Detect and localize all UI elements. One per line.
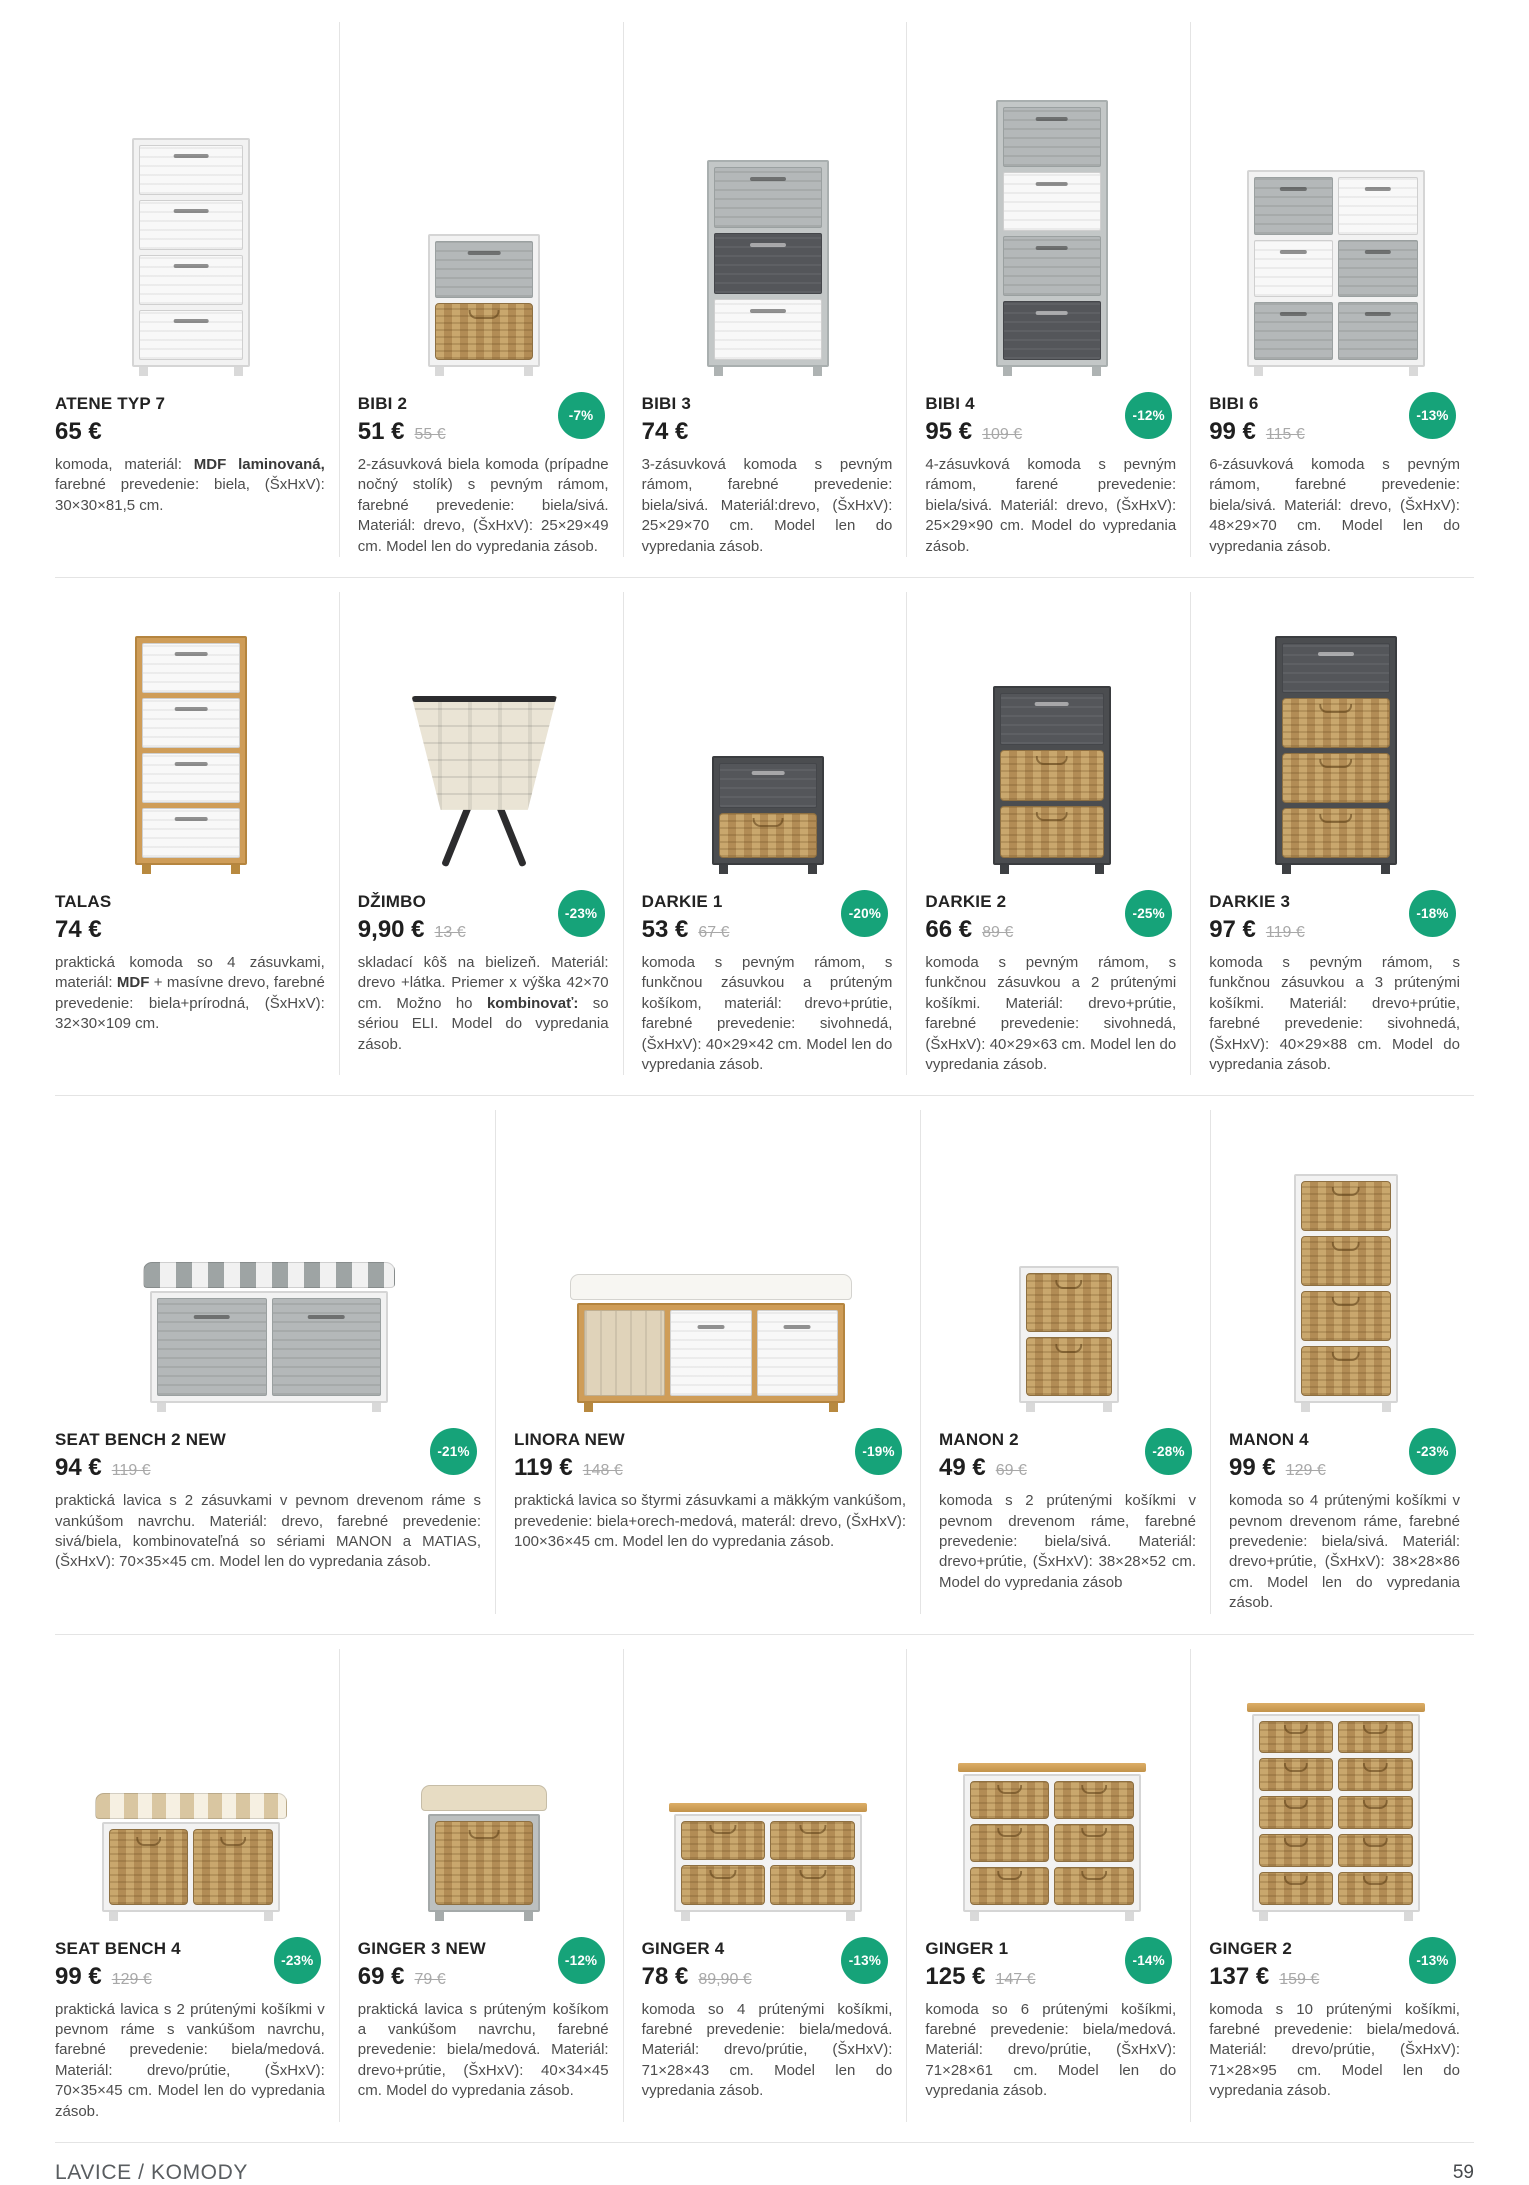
unit-body	[150, 1291, 388, 1403]
product-price: 125 €	[925, 1962, 986, 1990]
discount-badge: -13%	[841, 1937, 888, 1984]
discount-badge: -23%	[1409, 1428, 1456, 1475]
product-image-drawing	[132, 138, 250, 376]
product-name: DARKIE 3	[1209, 891, 1291, 911]
wicker-basket	[681, 1865, 766, 1905]
wicker-basket	[1338, 1834, 1413, 1867]
drawer-front	[272, 1298, 382, 1396]
wicker-basket	[1338, 1721, 1413, 1754]
wicker-basket	[193, 1829, 273, 1905]
product-image-drawing	[428, 1785, 540, 1921]
product-info	[55, 394, 327, 516]
product-photo	[925, 1649, 1178, 1939]
product-price: 53 €	[641, 915, 689, 943]
product-image-drawing	[1294, 1174, 1398, 1412]
drawer-front	[714, 167, 822, 228]
product-price: 99 €	[55, 1962, 102, 1990]
product-photo	[358, 592, 611, 892]
product-name: MANON 2	[939, 1430, 1019, 1450]
page-number: 59	[1452, 2161, 1474, 2183]
wicker-basket	[970, 1867, 1050, 1905]
unit-body	[1275, 636, 1397, 865]
discount-badge: -20%	[841, 890, 888, 937]
product-card	[339, 592, 623, 1075]
unit-body	[102, 1822, 280, 1912]
product-name: DŽIMBO	[357, 891, 427, 911]
wicker-basket	[1054, 1824, 1134, 1862]
drawer-front	[1000, 693, 1104, 745]
wicker-basket	[1301, 1236, 1391, 1286]
discount-badge: -13%	[1409, 1937, 1456, 1984]
product-photo	[939, 1110, 1198, 1430]
wicker-basket	[1301, 1181, 1391, 1231]
wicker-basket	[719, 813, 817, 858]
bench-cushion	[143, 1262, 395, 1288]
drawer-front	[714, 299, 822, 360]
product-description: komoda so 4 prútenými košíkmi v pevnom drevenom ráme, farebné prevedenie: biela/sivá. Materiál: drevo+prútie, (ŠxHxV): 38×28×86 cm. Model len do vypredania zásob.	[1229, 1492, 1460, 1612]
product-price: 94 €	[55, 1454, 102, 1482]
wicker-basket	[435, 1821, 533, 1905]
discount-badge: -23%	[558, 890, 605, 937]
wood-top	[958, 1763, 1146, 1772]
product-description: praktická komoda so 4 zásuvkami, materiál: MDF + masívne drevo, farebné prevedenie: biela+prírodná, (ŠxHxV): 32×30×109 cm.	[55, 953, 325, 1033]
drawer-front	[670, 1310, 751, 1396]
footer-category: LAVICE / KOMODY	[55, 2160, 248, 2184]
unit-legs	[1252, 1912, 1420, 1921]
product-image-drawing	[1019, 1266, 1119, 1412]
product-price: 97 €	[1209, 915, 1256, 943]
product-card	[906, 22, 1190, 557]
unit-body	[1252, 1714, 1420, 1912]
product-image-drawing	[1252, 1703, 1420, 1921]
product-image-drawing	[577, 1274, 845, 1412]
wicker-basket	[1338, 1758, 1413, 1791]
product-name: GINGER 1	[925, 1938, 1009, 1958]
wicker-basket	[1259, 1872, 1334, 1905]
product-price: 49 €	[939, 1454, 986, 1482]
product-description: 6-zásuvková komoda s pevným rámom, farebné prevedenie: biela/sivá. Materiál: drevo, (ŠxHxV): 48×29×70 cm. Model len do vypredania zásob.	[1209, 456, 1460, 555]
product-description: praktická lavica s 2 prútenými košíkmi v pevnom ráme s vankúšom navrchu, farebné prevedenie: biela/medová. Materiál: drevo/prútie, (ŠxHxV): 70×35×45 cm. Model len do vypredania zásob.	[55, 2000, 325, 2120]
product-photo	[514, 1110, 908, 1430]
drawer-front	[142, 808, 240, 858]
unit-legs	[428, 367, 540, 376]
product-name: GINGER 3 NEW	[357, 1938, 486, 1958]
product-price: 99 €	[1229, 1454, 1276, 1482]
product-price: 95 €	[925, 418, 973, 445]
product-card	[623, 22, 907, 557]
product-card	[920, 1110, 1210, 1613]
product-info	[55, 1939, 327, 2122]
product-grid	[55, 22, 1474, 2143]
drawer-front	[1003, 172, 1101, 232]
product-description: skladací kôš na bielizeň. Materiál: drevo +látka. Priemer x výška 42×70 cm. Možno ho kombinovať: so sériou ELI. Model do vypredania zásob.	[357, 953, 609, 1053]
product-description: komoda, materiál: MDF laminovaná, farebné prevedenie: biela, (ŠxHxV): 30×30×81,5 cm.	[55, 456, 325, 514]
product-old-price: 109 €	[982, 426, 1023, 443]
product-image-drawing	[1275, 636, 1397, 874]
product-info	[939, 1430, 1198, 1593]
product-description: komoda so 6 prútenými košíkmi, farebné prevedenie: biela/medová. Materiál: drevo/prútie, (ŠxHxV): 71×28×61 cm. Model len do vypredania zásob.	[925, 2000, 1177, 2100]
unit-legs	[707, 367, 829, 376]
product-name: SEAT BENCH 2 NEW	[55, 1430, 227, 1450]
product-photo	[1209, 22, 1462, 394]
drawer-front	[1282, 643, 1390, 693]
drawer-front	[719, 763, 817, 808]
product-photo	[925, 592, 1178, 892]
drawer-front	[1338, 302, 1418, 360]
discount-badge: -25%	[1125, 890, 1172, 937]
wicker-basket	[970, 1781, 1050, 1819]
product-old-price: 89,90 €	[698, 1970, 752, 1988]
product-info	[358, 394, 611, 557]
page-footer	[55, 2143, 1474, 2185]
product-image-drawing	[428, 234, 540, 376]
product-photo	[642, 592, 895, 892]
drawer-front	[1003, 107, 1101, 167]
product-info	[925, 394, 1178, 557]
drawer-front	[139, 200, 243, 250]
wood-top	[1247, 1703, 1425, 1712]
discount-badge: -21%	[430, 1428, 477, 1475]
wicker-basket	[1054, 1867, 1134, 1905]
drawer-front	[435, 241, 533, 298]
product-price: 66 €	[925, 915, 973, 943]
product-info	[642, 892, 895, 1075]
product-card	[906, 1649, 1190, 2122]
wicker-basket	[770, 1821, 855, 1861]
unit-legs	[674, 1912, 862, 1921]
unit-body	[996, 100, 1108, 367]
product-price: 119 €	[514, 1454, 573, 1482]
wicker-basket	[970, 1824, 1050, 1862]
discount-badge: -7%	[558, 392, 605, 439]
wicker-basket	[770, 1865, 855, 1905]
product-price: 78 €	[641, 1962, 689, 1990]
product-image-drawing	[996, 100, 1108, 376]
unit-body	[712, 756, 824, 865]
bench-cushion	[421, 1785, 547, 1811]
product-name: BIBI 2	[357, 394, 408, 413]
catalog-row	[55, 578, 1474, 1096]
product-photo	[358, 1649, 611, 1939]
unit-legs	[1019, 1403, 1119, 1412]
unit-legs	[993, 865, 1111, 874]
product-description: praktická lavica s 2 zásuvkami v pevnom drevenom ráme s vankúšom navrchu. Materiál: drevo, farebné prevedenie: sivá/biela, kombinovateľná so sériami MANON a MATIAS, (ŠxHxV): 70×35×45 cm. Model len do vypredania zásob.	[55, 1492, 481, 1571]
unit-legs	[150, 1403, 388, 1412]
wicker-basket	[1338, 1796, 1413, 1829]
product-name: MANON 4	[1229, 1430, 1309, 1450]
discount-badge: -13%	[1409, 392, 1456, 439]
fabric-bag	[412, 696, 557, 810]
product-name: GINGER 2	[1209, 1938, 1293, 1958]
catalog-row	[55, 22, 1474, 578]
catalog-row	[55, 1635, 1474, 2143]
unit-legs	[1275, 865, 1397, 874]
product-name: SEAT BENCH 4	[55, 1938, 181, 1958]
product-name: ATENE TYP 7	[55, 394, 166, 413]
unit-body	[135, 636, 247, 865]
product-image-drawing	[993, 686, 1111, 874]
product-card	[1190, 592, 1474, 1075]
product-photo	[1229, 1110, 1462, 1430]
product-photo	[55, 1649, 327, 1939]
discount-badge: -28%	[1145, 1428, 1192, 1475]
product-image-drawing	[135, 636, 247, 874]
price-row	[514, 1454, 906, 1482]
product-photo	[1209, 1649, 1462, 1939]
price-row	[55, 418, 325, 446]
drawer-front	[1254, 177, 1334, 235]
price-row	[55, 1454, 481, 1482]
product-price: 51 €	[357, 418, 405, 445]
product-info	[55, 1430, 483, 1573]
bench-cushion	[95, 1793, 287, 1819]
product-photo	[642, 22, 895, 394]
discount-badge: -12%	[558, 1937, 605, 1984]
product-info	[1209, 892, 1462, 1075]
wicker-basket	[681, 1821, 766, 1861]
product-name: LINORA NEW	[514, 1430, 625, 1450]
product-old-price: 89 €	[982, 923, 1014, 941]
discount-badge: -19%	[855, 1428, 902, 1475]
product-old-price: 147 €	[995, 1970, 1036, 1988]
wicker-basket	[1301, 1291, 1391, 1341]
product-card	[55, 1649, 339, 2122]
unit-legs	[1294, 1403, 1398, 1412]
product-description: komoda so 4 prútenými košíkmi, farebné prevedenie: biela/medová. Materiál: drevo/prútie, (ŠxHxV): 71×28×43 cm. Model len do vypredania zásob.	[641, 2000, 893, 2100]
product-old-price: 79 €	[414, 1970, 446, 1988]
product-price: 99 €	[1209, 418, 1256, 445]
product-card	[339, 22, 623, 557]
product-old-price: 69 €	[995, 1462, 1027, 1480]
product-info	[514, 1430, 908, 1552]
product-image-drawing	[150, 1262, 388, 1412]
product-price: 74 €	[641, 418, 689, 445]
product-name: TALAS	[55, 891, 112, 911]
unit-body	[428, 234, 540, 367]
drawer-front	[1254, 302, 1334, 360]
product-price: 137 €	[1209, 1962, 1270, 1990]
product-photo	[925, 22, 1178, 394]
product-name: BIBI 3	[641, 394, 691, 413]
unit-legs	[428, 1912, 540, 1921]
product-description: praktická lavica so štyrmi zásuvkami a mäkkým vankúšom, prevedenie: biela+orech-medová, materál: drevo, (ŠxHxV): 100×36×45 cm. Model len do vypredania zásob.	[514, 1492, 906, 1551]
wicker-basket	[1054, 1781, 1134, 1819]
drawer-front	[714, 233, 822, 294]
wicker-basket	[1000, 750, 1104, 802]
laundry-basket-drawing	[405, 696, 563, 874]
discount-badge: -23%	[274, 1937, 321, 1984]
product-photo	[1209, 592, 1462, 892]
product-description: komoda s 2 prútenými košíkmi v pevnom drevenom ráme, farebné prevedenie: biela/sivá. Materiál: drevo+prútie, (ŠxHxV): 38×28×52 cm. Model do vypredania zásob	[939, 1492, 1196, 1591]
product-price: 74 €	[55, 915, 102, 943]
drawer-front	[139, 255, 243, 305]
unit-body	[132, 138, 250, 367]
product-description: praktická lavica s prúteným košíkom a vankúšom navrchu, farebné prevedenie: biela/medová. Materiál: drevo+prútie, (ŠxHxV): 40×34×45 cm. Model do vypredania zásob.	[357, 2000, 609, 2100]
product-info	[55, 892, 327, 1035]
wicker-basket	[1026, 1273, 1112, 1332]
drawer-front	[757, 1310, 838, 1396]
discount-badge: -18%	[1409, 890, 1456, 937]
product-description: komoda s pevným rámom, s funkčnou zásuvkou a 3 prútenými košíkmi. Materiál: drevo+prútie, farebné prevedenie: sivohnedá, (ŠxHxV): 40×29×88 cm. Model do vypredania zásob.	[1209, 953, 1460, 1073]
drawer-front	[1003, 236, 1101, 296]
product-description: komoda s 10 prútenými košíkmi, farebné prevedenie: biela/medová. Materiál: drevo/prútie, (ŠxHxV): 71×28×95 cm. Model len do vypredania zásob.	[1209, 2000, 1460, 2100]
product-card	[55, 592, 339, 1075]
wicker-basket	[1259, 1758, 1334, 1791]
product-name: DARKIE 1	[641, 891, 723, 911]
product-card	[1190, 1649, 1474, 2122]
product-card	[623, 592, 907, 1075]
product-name: BIBI 4	[925, 394, 975, 413]
drawer-front	[1003, 301, 1101, 361]
wicker-basket	[1282, 808, 1390, 858]
drawer-front	[142, 643, 240, 693]
unit-body	[963, 1774, 1141, 1912]
product-photo	[55, 592, 327, 892]
unit-body	[707, 160, 829, 367]
product-info	[642, 394, 895, 557]
product-old-price: 115 €	[1265, 426, 1305, 443]
unit-legs	[132, 367, 250, 376]
drawer-front	[157, 1298, 267, 1396]
product-price: 9,90 €	[357, 915, 425, 943]
unit-body	[1247, 170, 1425, 367]
wicker-basket	[109, 1829, 189, 1905]
drawer-front	[1338, 177, 1418, 235]
wicker-basket	[1338, 1872, 1413, 1905]
unit-body	[993, 686, 1111, 865]
unit-body	[577, 1303, 845, 1403]
wicker-basket	[1259, 1721, 1334, 1754]
product-description: 2-zásuvková biela komoda (prípadne nočný stolík) s pevným rámom, farebné prevedenie: biela/sivá. Materiál: drevo, (ŠxHxV): 25×29×49 cm. Model len do vypredania zásob.	[357, 456, 609, 555]
product-info	[925, 1939, 1178, 2102]
drawer-front	[142, 753, 240, 803]
unit-legs	[712, 865, 824, 874]
product-card	[1190, 22, 1474, 557]
unit-legs	[1247, 367, 1425, 376]
price-row	[55, 916, 325, 944]
unit-legs	[963, 1912, 1141, 1921]
product-description: komoda s pevným rámom, s funkčnou zásuvkou a 2 prútenými košíkmi. Materiál: drevo+prútie, farebné prevedenie: sivohnedá, (ŠxHxV): 40×29×63 cm. Model len do vypredania zásob.	[925, 953, 1177, 1073]
product-old-price: 129 €	[1285, 1462, 1326, 1480]
product-info	[925, 892, 1178, 1075]
price-row	[642, 418, 893, 446]
product-info	[1229, 1430, 1462, 1613]
product-photo	[358, 22, 611, 394]
product-info	[358, 1939, 611, 2102]
unit-legs	[135, 865, 247, 874]
product-name: GINGER 4	[641, 1938, 725, 1958]
unit-body	[674, 1814, 862, 1912]
wicker-basket	[1301, 1346, 1391, 1396]
rustic-door	[584, 1310, 665, 1396]
product-image-drawing	[674, 1803, 862, 1921]
product-old-price: 13 €	[434, 923, 466, 941]
product-photo	[55, 22, 327, 394]
product-image-drawing	[1247, 170, 1425, 376]
product-card	[623, 1649, 907, 2122]
wicker-basket	[1282, 753, 1390, 803]
wicker-basket	[1000, 806, 1104, 858]
product-old-price: 119 €	[1265, 923, 1305, 941]
product-price: 69 €	[357, 1962, 405, 1990]
product-old-price: 55 €	[414, 426, 446, 443]
catalog-row	[55, 1096, 1474, 1634]
product-info	[358, 892, 611, 1055]
unit-legs	[102, 1912, 280, 1921]
product-image-drawing	[963, 1763, 1141, 1921]
product-image-drawing	[707, 160, 829, 376]
unit-body	[1294, 1174, 1398, 1403]
product-image-drawing	[712, 756, 824, 874]
wicker-basket	[1259, 1796, 1334, 1829]
product-card	[339, 1649, 623, 2122]
bench-cushion	[570, 1274, 852, 1300]
product-info	[1209, 394, 1462, 557]
drawer-front	[139, 310, 243, 360]
drawer-front	[1338, 240, 1418, 298]
product-old-price: 148 €	[582, 1462, 623, 1480]
product-info	[642, 1939, 895, 2102]
product-info	[1209, 1939, 1462, 2102]
product-photo	[55, 1110, 483, 1430]
discount-badge: -14%	[1125, 1937, 1172, 1984]
product-card	[1210, 1110, 1474, 1613]
unit-body	[428, 1814, 540, 1912]
wicker-basket	[1026, 1337, 1112, 1396]
wicker-basket	[1282, 698, 1390, 748]
product-name: BIBI 6	[1209, 394, 1259, 413]
product-old-price: 159 €	[1279, 1970, 1320, 1988]
drawer-front	[139, 145, 243, 195]
product-description: 3-zásuvková komoda s pevným rámom, farebné prevedenie: biela/sivá. Materiál:drevo, (ŠxHxV): 25×29×70 cm. Model len do vypredania zásob.	[641, 456, 893, 555]
wicker-basket	[435, 303, 533, 360]
product-image-drawing	[102, 1793, 280, 1921]
discount-badge: -12%	[1125, 392, 1172, 439]
product-name: DARKIE 2	[925, 891, 1007, 911]
wicker-basket	[1259, 1834, 1334, 1867]
product-description: 4-zásuvková komoda s pevným rámom, farené prevedenie: biela/sivá. Materiál: drevo, (ŠxHxV): 25×29×90 cm. Model do vypredania zásob.	[925, 456, 1177, 555]
product-old-price: 119 €	[111, 1462, 151, 1480]
product-description: komoda s pevným rámom, s funkčnou zásuvkou a prúteným košíkom, materiál: drevo+prútie, farebné prevedenie: sivohnedá, (ŠxHxV): 40×29×42 cm. Model len do vypredania zásob.	[641, 953, 893, 1073]
product-old-price: 129 €	[111, 1970, 152, 1988]
unit-body	[1019, 1266, 1119, 1403]
product-card	[495, 1110, 920, 1613]
product-old-price: 67 €	[698, 923, 730, 941]
product-card	[906, 592, 1190, 1075]
unit-legs	[577, 1403, 845, 1412]
drawer-front	[142, 698, 240, 748]
product-card	[55, 1110, 495, 1613]
product-card	[55, 22, 339, 557]
product-photo	[642, 1649, 895, 1939]
unit-legs	[996, 367, 1108, 376]
product-price: 65 €	[55, 418, 102, 445]
drawer-front	[1254, 240, 1334, 298]
wood-top	[669, 1803, 867, 1812]
